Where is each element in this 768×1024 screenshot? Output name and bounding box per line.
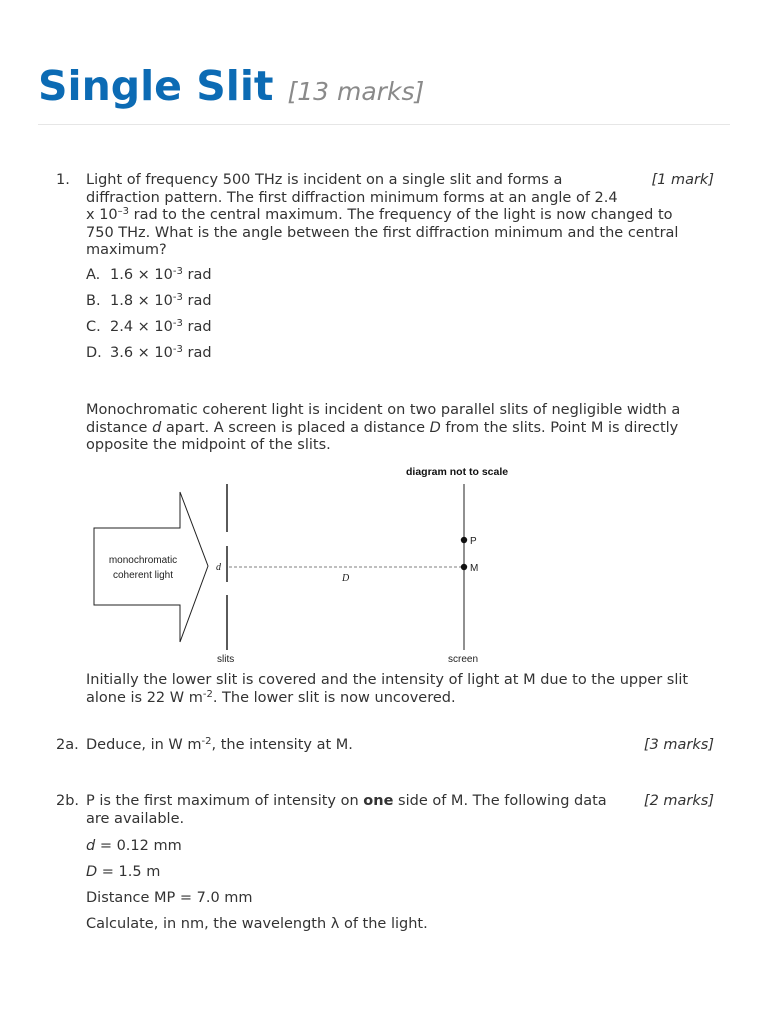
total-marks: [13 marks] [287,77,425,106]
arrow-label-line1: monochromatic [108,555,178,566]
option-c[interactable]: C. $2.4 \times 10^{-3}$ rad [86,318,212,335]
question-2a-number: 2a. [56,737,79,753]
point-p [461,537,467,543]
question-2a-text: Deduce, in W $m^{-2}$, the intensity at M. [86,736,353,753]
point-m [461,564,467,570]
question-2-stem: Monochromatic coherent light is incident on two parallel slits of negligible width a distance d apart. A screen is placed a distance D from the slits. Point M is directly opposite the midpoint of the slits. [86,402,681,453]
question-1-number: 1. [56,172,70,188]
option-a[interactable]: A. $1.6 \times 10^{-3}$ rad [86,266,212,283]
data-d: d = 0.12 mm [86,838,182,854]
question-2-context: Initially the lower slit is covered and the intensity of light at M due to the upper slit alone is 22 W $m^{-2}$. The lower slit is now uncovered. [86,672,689,706]
double-slit-diagram [86,460,536,670]
d-label: d [216,562,221,573]
page-title: Single Slit [38,62,274,110]
option-d[interactable]: D. $3.6 \times 10^{-3}$ rad [86,344,212,361]
m-label: M [470,563,479,574]
question-2b-text: P is the first maximum of intensity on one side of M. The following data are available. [86,793,607,827]
p-label: P [470,536,477,547]
arrow-label-line2: coherent light [112,570,174,581]
question-2b-marks: [2 marks] [643,793,714,809]
page-header [38,62,424,110]
question-2a-marks: [3 marks] [643,737,714,753]
data-mp: Distance MP = 7.0 mm [86,890,253,906]
question-1-marks: [1 mark] [651,172,714,188]
data-D: D = 1.5 m [86,864,161,880]
header-divider [38,124,730,125]
light-arrow-icon [94,492,208,642]
slits-label: slits [217,654,235,665]
question-2b-number: 2b. [56,793,80,809]
option-b[interactable]: B. $1.8 \times 10^{-3}$ rad [86,292,212,309]
screen-label: screen [448,654,479,665]
D-label: D [342,573,350,584]
diagram-note: diagram not to scale [406,466,509,478]
question-1-text: Light of frequency 500 THz is incident on a single slit and forms a diffraction pattern. The first diffraction minimum forms at an angle of 2.4 x $10^{-3}$ rad to the central maximum. The frequency of the light is now changed to 750 THz. What is the angle between the first diffraction minimum and the central maximum? [86,172,679,258]
calculate-instruction: Calculate, in nm, the wavelength λ of the light. [86,916,428,932]
